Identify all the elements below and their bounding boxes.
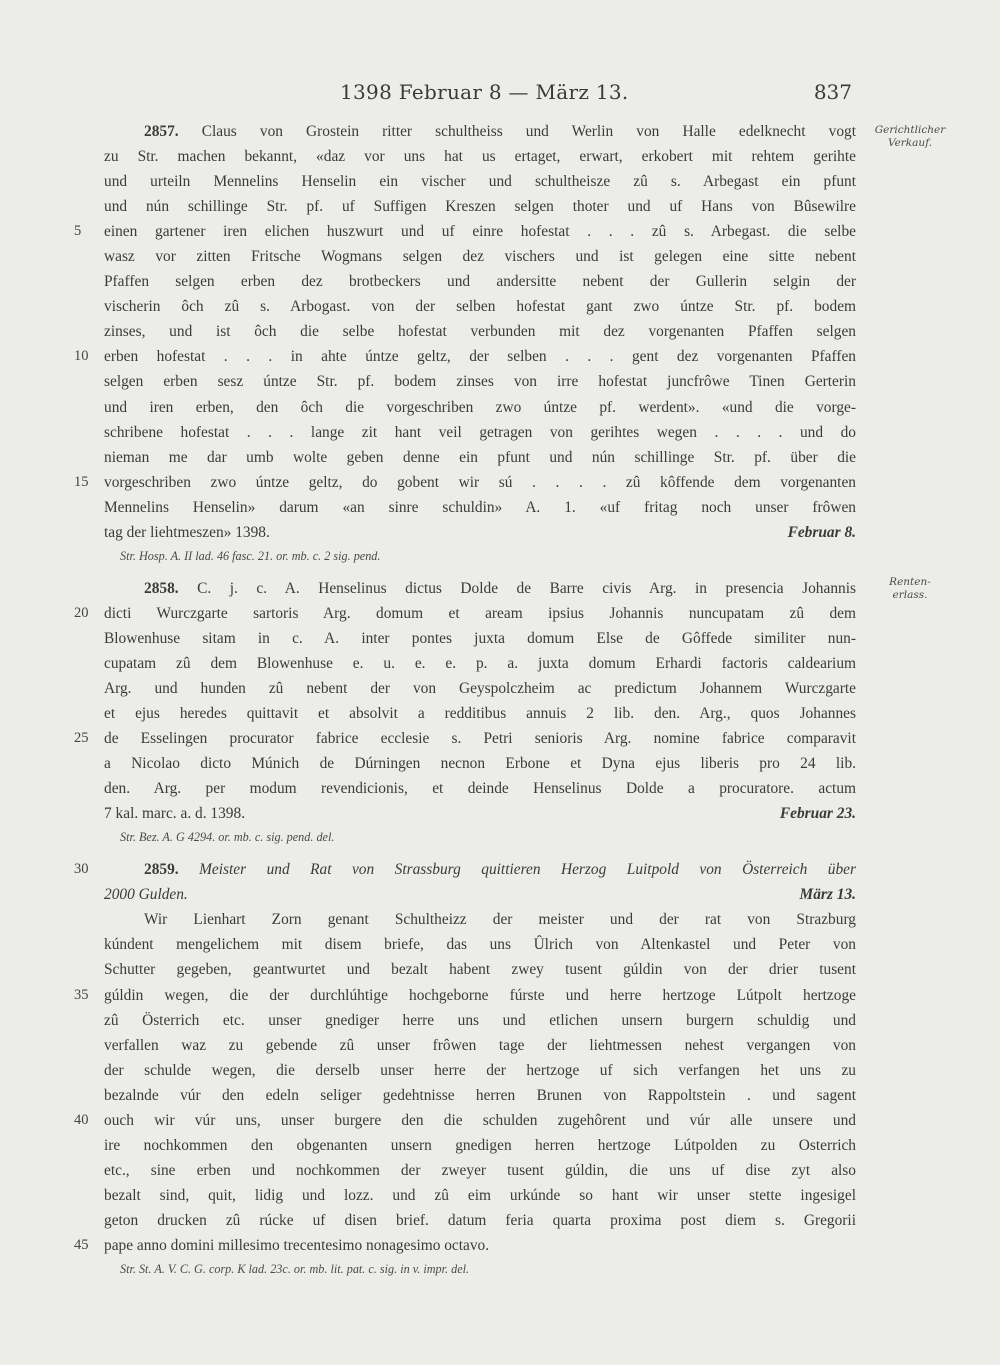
text-line (74, 601, 856, 626)
text-line: Pfaffen selgen erben dez brotbeckers und andersitte nebent der Gullerin selgin der (104, 273, 856, 291)
source-citation: Str. Bez. A. G 4294. or. mb. c. sig. pend. del. (120, 830, 335, 845)
line-number: 40 (74, 1111, 89, 1128)
text-line (74, 983, 856, 1008)
text-line: et ejus heredes quittavit et absolvit a redditibus annuis 2 lib. den. Arg., quos Johannes (104, 705, 856, 723)
entry-date: Februar 23. (779, 805, 856, 823)
margin-note-2858 (862, 576, 958, 602)
entry-2859 (74, 857, 856, 1280)
entry-number: 2859. (144, 861, 179, 879)
text-span: Claus von Grostein ritter schultheiss und Werlin von Halle edelknecht vogt (201, 123, 856, 140)
text-line: und urteiln Mennelins Henselin ein vischer und schultheisze zû s. Arbegast ein pfunt (104, 173, 856, 191)
line-number: 10 (74, 348, 89, 365)
text-line: a Nicolao dicto Múnich de Dúrningen necnon Erbone et Dyna ejus liberis pro 24 lib. (104, 755, 856, 773)
text-line: Arg. und hunden zû nebent der von Geyspolczheim ac predictum Johannem Wurczgarte (104, 679, 856, 697)
text-span: de Esselingen procurator fabrice ecclesie s. Petri senioris Arg. nomine fabrice comparavit (104, 730, 856, 748)
source-citation: Str. St. A. V. C. G. corp. K lad. 23c. or. mb. lit. pat. c. sig. in v. impr. del. (120, 1262, 470, 1277)
text-line: den. Arg. per modum revendicionis, et deinde Henselinus Dolde a procuratore. actum (104, 780, 856, 798)
text-span: 7 kal. marc. a. d. 1398. (104, 805, 246, 823)
text-line (74, 344, 856, 369)
text-line: bezalnde vúr den edeln seliger gedehtnisse herren Brunen von Rappoltstein . und sagent (104, 1086, 856, 1104)
entry-2857 (74, 119, 856, 567)
margin-note-2857 (862, 124, 958, 150)
text-span: C. j. c. A. Henselinus dictus Dolde de Barre civis Arg. in presencia Johannis (197, 579, 856, 597)
text-line: vischerin ôch zû s. Arbogast. von der selben hofestat gant zwo úntze Str. pf. bodem (104, 298, 856, 316)
text-line: nieman me dar umb wolte geben denne ein pfunt und nún schillinge Str. pf. über die (104, 448, 856, 466)
line-number: 45 (74, 1236, 89, 1253)
text-line (104, 801, 856, 826)
text-line (104, 119, 856, 144)
entry-number: 2857. (144, 123, 179, 140)
text-line: Schutter gegeben, geantwurtet und bezalt habent zwey tusent gúldin von der drier tusent (104, 961, 856, 979)
text-line: verfallen waz zu gebende zû unser frôwen tage der liehtmessen nehest vergangen von (104, 1036, 856, 1054)
text-line: zu Str. machen bekannt, «daz vor uns hat us ertaget, erwart, erkobert mit rehtem gerihte (104, 148, 856, 166)
document-body (74, 119, 856, 1280)
line-number: 25 (74, 730, 89, 747)
line-number: 5 (74, 223, 82, 240)
text-line: Wir Lienhart Zorn genant Schultheizz der meister und der rat von Strazburg (144, 911, 856, 929)
entry-title-line (74, 857, 856, 882)
text-line: schribene hofestat . . . lange zit hant veil getragen von gerihtes wegen . . . . und do (104, 423, 856, 441)
text-line (74, 470, 856, 495)
line-number: 35 (74, 986, 89, 1003)
text-line (74, 219, 856, 244)
text-line: cupatam zû dem Blowenhuse e. u. e. e. p. a. juxta domum Erhardi factoris caldearium (104, 654, 856, 672)
text-line (74, 726, 856, 751)
text-line (74, 1233, 856, 1258)
text-span: erben hofestat . . . in ahte úntze geltz, der selben . . . gent dez vorgenanten Pfaffen (104, 348, 856, 366)
entry-title: Meister und Rat von Strassburg quittieren Herzog Luitpold von Österreich über (199, 861, 856, 879)
text-span: tag der liehtmeszen» 1398. (104, 523, 270, 541)
page-number: 837 (813, 80, 852, 104)
text-line: ire nochkommen den obgenanten unsern gnedigen herren hertzoge Lútpolden zu Osterrich (104, 1136, 856, 1154)
text-line: Mennelins Henselin» darum «an sinre schuldin» A. 1. «uf fritag noch unser frôwen (104, 498, 856, 516)
text-span: dicti Wurczgarte sartoris Arg. domum et aream ipsius Johannis nuncupatam zû dem (104, 604, 856, 622)
line-number: 15 (74, 473, 89, 490)
text-line (74, 1108, 856, 1133)
text-span: gúldin wegen, die der durchlúhtige hochgeborne fúrste und herre hertzoge Lútpolt hertzoge (104, 986, 856, 1004)
margin-note-line: Renten- (889, 576, 931, 588)
text-span: ouch wir vúr uns, unser burgere den die schulden zugehôrent und vúr alle unsere und (104, 1111, 856, 1129)
margin-note-line: Gerichtlicher (874, 124, 946, 136)
entry-date: Februar 8. (787, 523, 856, 541)
text-span: vorgeschriben zwo úntze geltz, do gobent wir sú . . . . zû kôffende dem vorgenanten (104, 473, 856, 491)
margin-note-line: Verkauf. (887, 137, 933, 149)
running-head (104, 80, 856, 108)
text-line: selgen erben sesz úntze Str. pf. bodem zinses von irre hofestat juncfrôwe Tinen Gerterin (104, 373, 856, 391)
text-line: der schulde wegen, die derselb unser herre der hertzoge uf sich verfangen het uns zu (104, 1061, 856, 1079)
text-span: pape anno domini millesimo trecentesimo nonagesimo octavo. (104, 1236, 490, 1254)
entry-title: 2000 Gulden. (104, 886, 188, 904)
line-number: 20 (74, 604, 89, 621)
text-line: und nún schillinge Str. pf. uf Suffigen Kreszen selgen thoter und uf Hans von Bûsewilre (104, 198, 856, 216)
line-number: 30 (74, 861, 89, 878)
text-line: Blowenhuse sitam in c. A. inter pontes juxta domum Else de Gôffede similiter nun- (104, 629, 856, 647)
text-line (104, 576, 856, 601)
text-line (104, 520, 856, 545)
entry-number: 2858. (144, 579, 179, 597)
text-line: zinses, und ist ôch die selbe hofestat verbunden mit dez vorgenanten Pfaffen selgen (104, 323, 856, 341)
source-citation: Str. Hosp. A. II lad. 46 fasc. 21. or. mb. c. 2 sig. pend. (120, 548, 381, 563)
text-line: bezalt sind, quit, lidig und lozz. und zû eim urkúnde so hant wir unser stette ingesigel (104, 1186, 856, 1204)
text-line: und iren erben, den ôch die vorgeschriben zwo úntze pf. werdent». «und die vorge- (104, 398, 856, 416)
entry-title-line (104, 882, 856, 907)
text-line: etc., sine erben und nochkommen der zweyer tusent gúldin, die uns uf dise zyt also (104, 1161, 856, 1179)
text-span: einen gartener iren elichen huszwurt und uf einre hofestat . . . zû s. Arbegast. die selbe (104, 223, 856, 241)
entry-2858 (74, 576, 856, 848)
entry-date: März 13. (799, 886, 856, 904)
text-line: geton drucken zû rúcke uf disen brief. datum feria quarta proxima post diem s. Gregorii (104, 1211, 856, 1229)
text-line: zû Österrich etc. unser gnediger herre uns und etlichen unsern burgern schuldig und (104, 1011, 856, 1029)
running-title: 1398 Februar 8 — März 13. (340, 80, 629, 104)
text-line: kúndent mengelichem mit disem briefe, das uns Ûlrich von Altenkastel und Peter von (104, 936, 856, 954)
text-line: wasz vor zitten Fritsche Wogmans selgen dez vischers und ist gelegen eine sitte nebent (104, 248, 856, 266)
margin-note-line: erlass. (892, 589, 928, 601)
